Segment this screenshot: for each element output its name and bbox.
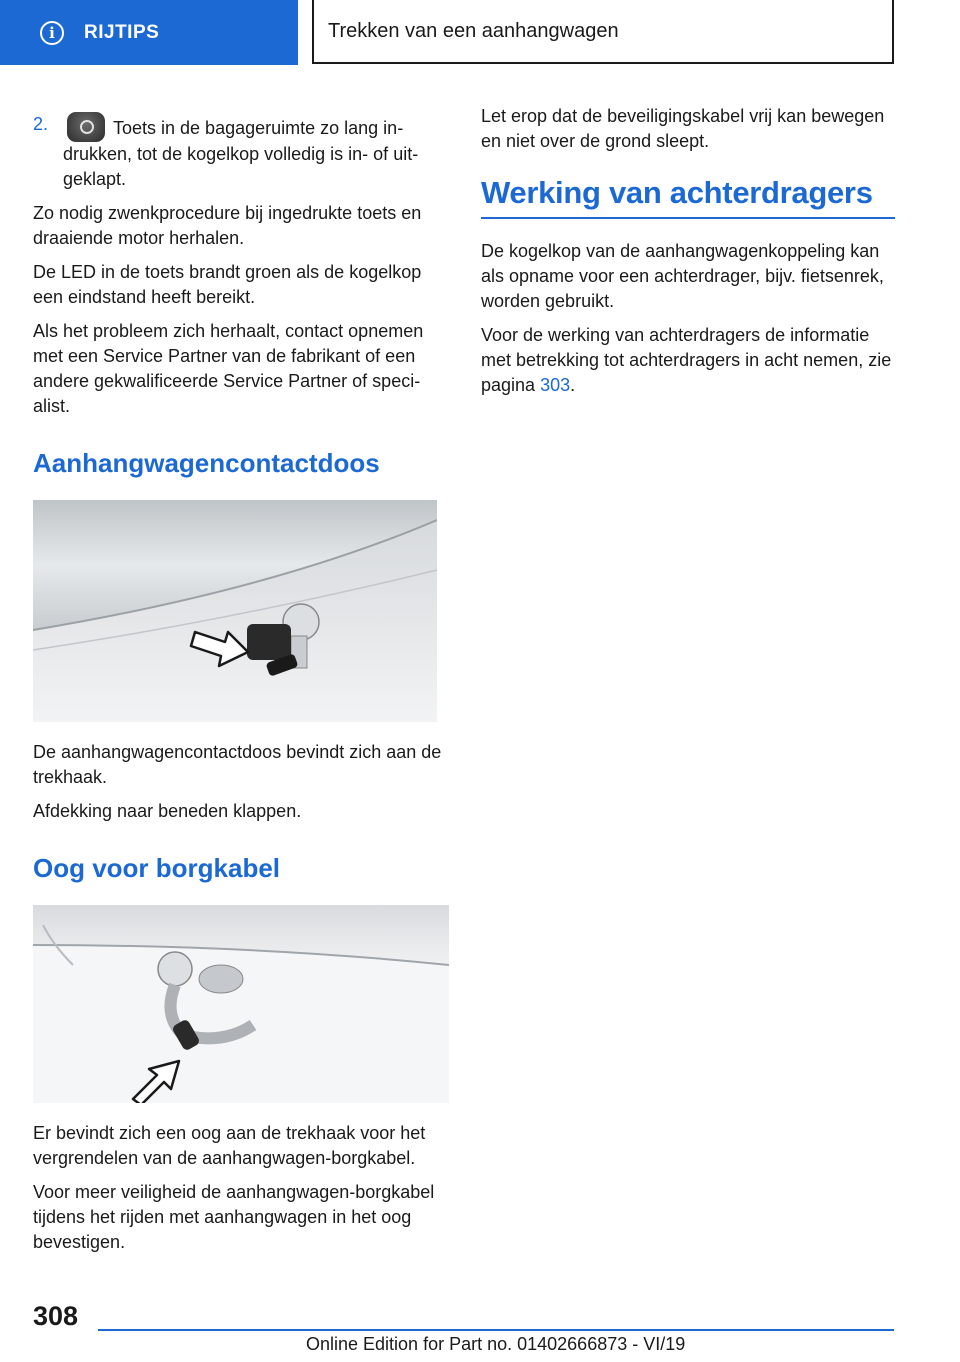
socket-illustration xyxy=(33,500,437,722)
paragraph: De aanhangwagencontactdoos bevindt zich aan de trekhaak. xyxy=(33,742,442,787)
page-number: 308 xyxy=(33,1301,79,1331)
heading-rear-carrier: Werking van achterdragers xyxy=(481,180,895,219)
paragraph: Er bevindt zich een oog aan de trekhaak voor het vergrendelen van de aanhangwagen-borgkabel. xyxy=(33,1123,426,1168)
step-2 xyxy=(33,112,449,192)
heading-socket: Aanhangwagencontactdoos xyxy=(33,448,380,478)
step-body xyxy=(63,112,449,192)
paragraph: Voor de werking van achterdragers de informatie met betrekking tot achterdragers in acht nemen, zie pagina 303. xyxy=(481,325,892,395)
paragraph: De kogelkop van de aanhangwagenkoppeling kan als opname voor een achterdrager, bijv. fietsenrek, worden gebruikt. xyxy=(481,241,884,311)
paragraph: Afdekking naar beneden klappen. xyxy=(33,801,302,821)
paragraph: Zo nodig zwenkprocedure bij ingedrukte toets en draaiende motor herhalen. xyxy=(33,203,422,248)
info-icon: i xyxy=(40,21,64,45)
paragraph: Let erop dat de beveiligingskabel vrij kan bewegen en niet over de grond sleept. xyxy=(481,106,885,151)
paragraph: Als het probleem zich herhaalt, contact opnemen met een Service Partner van de fabrikant of een andere gekwalificeerde Service Partner of specialist. xyxy=(33,321,424,416)
page-title-box xyxy=(312,0,894,64)
left-column xyxy=(33,112,449,1264)
step-text: Toets in de bagageruimte zo lang indrukken, tot de kogelkop volledig is in- of uitgeklapt. xyxy=(63,118,419,189)
section-label: RIJTIPS xyxy=(84,21,160,43)
tow-hitch-button-icon xyxy=(67,112,105,142)
heading-eye: Oog voor borgkabel xyxy=(33,853,281,883)
paragraph: De LED in de toets brandt groen als de kogelkop een eindstand heeft bereikt. xyxy=(33,262,422,307)
paragraph: Voor meer veiligheid de aanhangwagen-borgkabel tijdens het rijden met aanhangwagen in het oog bevestigen. xyxy=(33,1182,435,1252)
page-link-303[interactable]: 303 xyxy=(540,375,571,395)
right-column xyxy=(481,104,895,407)
step-number: 2. xyxy=(33,114,49,134)
safety-eye-illustration xyxy=(33,905,449,1103)
page-title: Trekken van een aanhangwagen xyxy=(328,19,619,42)
footer-edition: Online Edition for Part no. 01402666873 - VI/19 xyxy=(306,1334,686,1354)
section-tab xyxy=(0,0,298,65)
footer-divider xyxy=(98,1329,894,1331)
